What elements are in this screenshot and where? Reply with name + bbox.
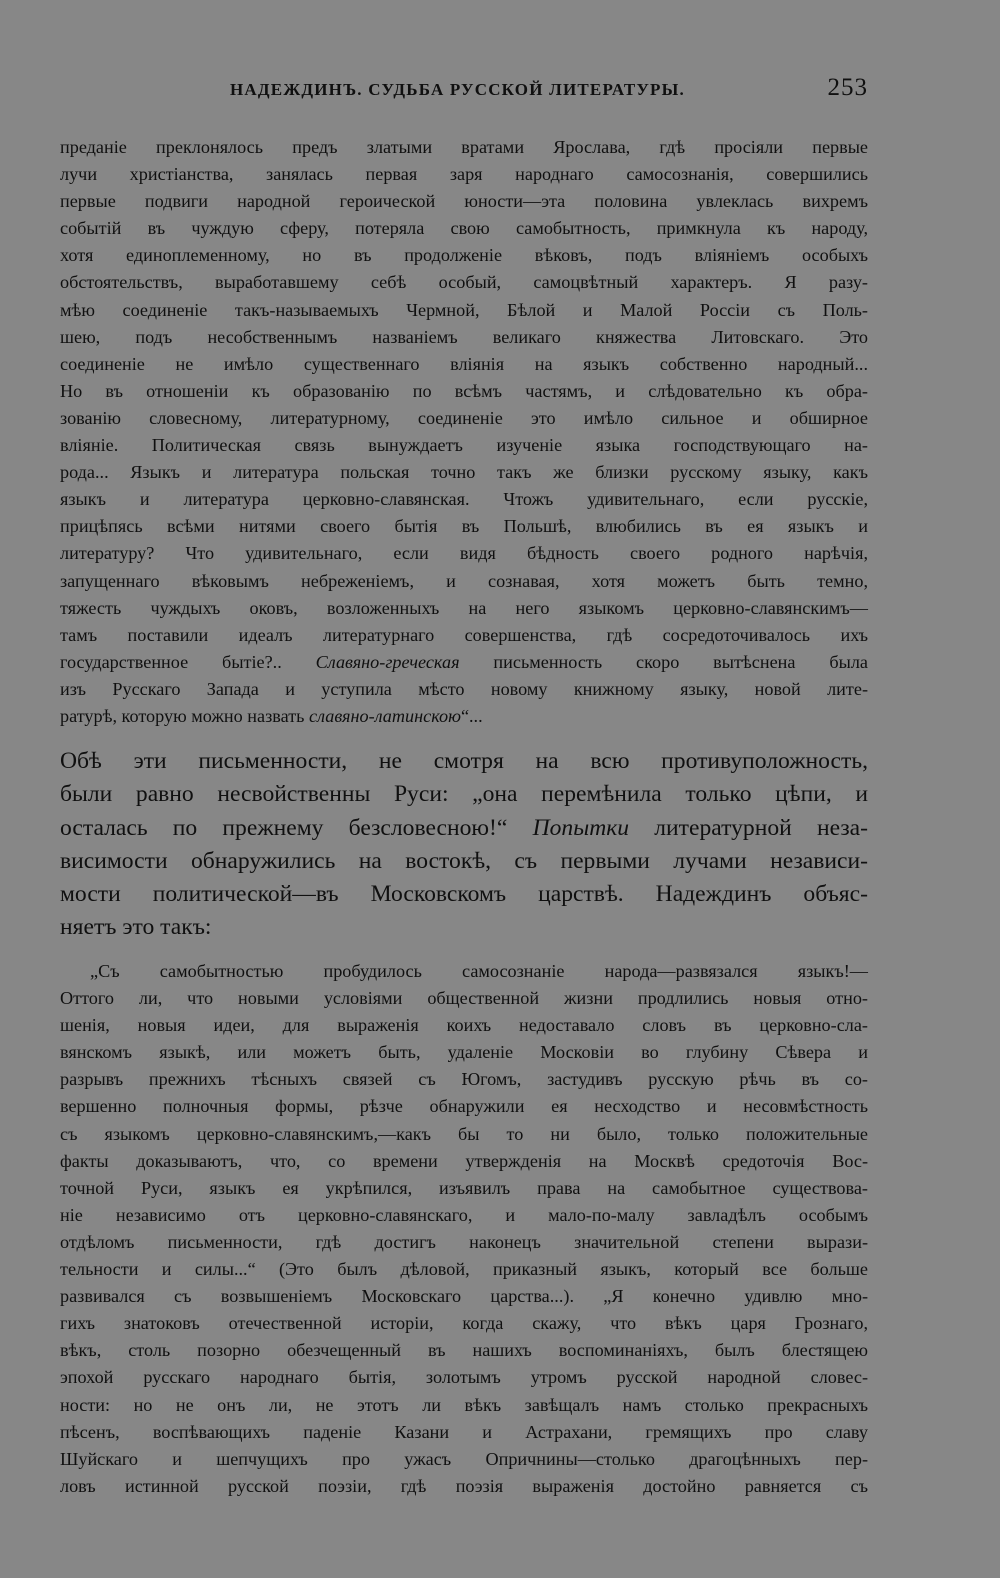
text-line: эпохой русскаго народнаго бытія, золотымъ утромъ русской народной словес- xyxy=(60,1367,868,1388)
text-fragment: ратурѣ, которую можно назвать xyxy=(60,705,310,726)
text-line: ніе независимо отъ церковно-славянскаго, и мало-по-малу завладѣлъ особымъ xyxy=(60,1204,868,1225)
text-line: гихъ знатоковъ отечественной исторіи, когда скажу, что вѣкъ царя Грознаго, xyxy=(60,1313,868,1334)
text-line: рода... Языкъ и литература польская точно такъ же близки русскому языку, какъ xyxy=(60,462,868,483)
text-line: отдѣломъ письменности, гдѣ достигъ наконецъ значительной степени вырази- xyxy=(60,1231,868,1252)
text-line: языкъ и литература церковно-славянская. Чтожъ удивительнаго, если русскіе, xyxy=(60,489,868,510)
text-line xyxy=(60,649,868,676)
text-line: обстоятельствъ, выработавшему себѣ особый, самоцвѣтный характеръ. Я разу- xyxy=(60,272,868,293)
text-line: литературу? Что удивительнаго, если видя бѣдность своего родного нарѣчія, xyxy=(60,543,868,564)
text-fragment: осталась по прежнему безсловесною!“ xyxy=(60,814,533,841)
running-head xyxy=(60,74,868,108)
text-fragment: “... xyxy=(460,705,483,726)
text-line: событій въ чуждую сферу, потеряла свою самобытность, примкнула къ народу, xyxy=(60,218,868,239)
text-fragment: письменность скоро вытѣснена была xyxy=(459,651,868,672)
text-line: вѣкъ, столь позорно обезчещенный въ нашихъ воспоминаніяхъ, былъ блестящею xyxy=(60,1340,868,1361)
body-paragraph xyxy=(60,745,868,945)
text-line: Но въ отношеніи къ образованію по всѣмъ частямъ, и слѣдовательно къ обра- xyxy=(60,380,868,401)
text-fragment: государственное бытіе?.. xyxy=(60,651,316,672)
text-line: шенія, новыя идеи, для выраженія коихъ недоставало словъ въ церковно-сла- xyxy=(60,1015,868,1036)
emphasis-text: Попытки xyxy=(532,814,630,841)
emphasis-text: славяно-латинскою xyxy=(309,705,461,726)
text-line: были равно несвойственны Руси: „она перемѣнила только цѣпи, и xyxy=(60,781,868,808)
text-line: первые подвиги народной героической юности—эта половина увлеклась вихремъ xyxy=(60,191,868,212)
text-line: съ языкомъ церковно-славянскимъ,—какъ бы то ни было, только положительные xyxy=(60,1123,868,1144)
text-line: точной Руси, языкъ ея укрѣпился, изъявилъ права на самобытное существова- xyxy=(60,1177,868,1198)
page-number: 253 xyxy=(827,74,868,101)
text-fragment: литературной неза- xyxy=(629,814,868,841)
quote-first-line: „Съ самобытностью пробудилось самосознаніе народа—развязался языкъ!— xyxy=(90,961,868,981)
text-line: тамъ поставили идеалъ литературнаго совершенства, гдѣ сосредоточивалось ихъ xyxy=(60,624,868,645)
text-line: факты доказываютъ, что, со времени утвержденія на Москвѣ средоточія Вос- xyxy=(60,1150,868,1171)
text-line: пѣсенъ, воспѣвающихъ паденіе Казани и Астрахани, гремящихъ про славу xyxy=(60,1421,868,1442)
text-line: прицѣпясь всѣми нитями своего бытія въ Польшѣ, влюбились въ ея языкъ и xyxy=(60,516,868,537)
text-line: лучи христіанства, занялась первая заря народнаго самосознанія, совершились xyxy=(60,164,868,185)
text-line: хотя единоплеменному, но въ продолженіе вѣковъ, подъ вліяніемъ особыхъ xyxy=(60,245,868,266)
text-line: мѣю соединеніе такъ-называемыхъ Чермной, Бѣлой и Малой Россіи съ Поль- xyxy=(60,299,868,320)
running-title: НАДЕЖДИНЪ. СУДЬБА РУССКОЙ ЛИТЕРАТУРЫ. xyxy=(230,80,685,99)
text-line: запущеннаго вѣковымъ небреженіемъ, и сознавая, хотя можетъ быть темно, xyxy=(60,570,868,591)
text-line xyxy=(60,703,868,730)
text-line: преданіе преклонялось предъ златыми вратами Ярослава, гдѣ просіяли первые xyxy=(60,137,868,157)
text-line: висимости обнаружились на востокѣ, съ первыми лучами независи- xyxy=(60,847,868,874)
text-line: тельности и силы...“ (Это былъ дѣловой, приказный языкъ, который все больше xyxy=(60,1259,868,1280)
text-line: няетъ это такъ: xyxy=(60,914,212,941)
text-line: зованію словесному, литературному, соединеніе это имѣло сильное и обширное xyxy=(60,407,868,428)
text-line: Оттого ли, что новыми условіями общественной жизни продлились новыя отно- xyxy=(60,988,868,1009)
text-line xyxy=(60,812,868,845)
text-line: соединеніе не имѣло существеннаго вліянія на языкъ собственно народный... xyxy=(60,353,868,374)
text-line: мости политической—въ Московскомъ царствѣ. Надеждинъ объяс- xyxy=(60,881,868,908)
text-line: тяжесть чуждыхъ оковъ, возложенныхъ на него языкомъ церковно-славянскимъ— xyxy=(60,597,868,618)
text-line: ности: но не онъ ли, не этотъ ли вѣкъ завѣщалъ намъ столько прекрасныхъ xyxy=(60,1394,868,1415)
text-line: Шуйскаго и шепчущихъ про ужасъ Опричнины—столько драгоцѣнныхъ пер- xyxy=(60,1448,868,1469)
text-line: вянскомъ языкѣ, или можетъ быть, удаленіе Московіи во глубину Сѣвера и xyxy=(60,1042,868,1063)
text-line: разрывъ прежнихъ тѣсныхъ связей съ Югомъ, застудивъ русскую рѣчь въ со- xyxy=(60,1069,868,1090)
quote-paragraph-2 xyxy=(60,958,868,1500)
text-line: вершенно полночныя формы, рѣзче обнаружили ея несходство и несовмѣстность xyxy=(60,1096,868,1117)
text-line: ловъ истинной русской поэзіи, гдѣ поэзія выраженія достойно равняется съ xyxy=(60,1475,868,1496)
text-line: развивался съ возвышеніемъ Московскаго царства...). „Я конечно удивлю мно- xyxy=(60,1286,868,1307)
emphasis-text: Славяно-греческая xyxy=(315,651,460,672)
text-line: Обѣ эти письменности, не смотря на всю противуположность, xyxy=(60,748,868,774)
text-line: вліяніе. Политическая связь вынуждаетъ изученіе языка господствующаго на- xyxy=(60,435,868,456)
quote-paragraph-1 xyxy=(60,134,868,730)
text-line: шею, подъ несобственнымъ названіемъ великаго княжества Литовскаго. Это xyxy=(60,326,868,347)
text-line: изъ Русскаго Запада и уступила мѣсто новому книжному языку, новой лите- xyxy=(60,678,868,699)
